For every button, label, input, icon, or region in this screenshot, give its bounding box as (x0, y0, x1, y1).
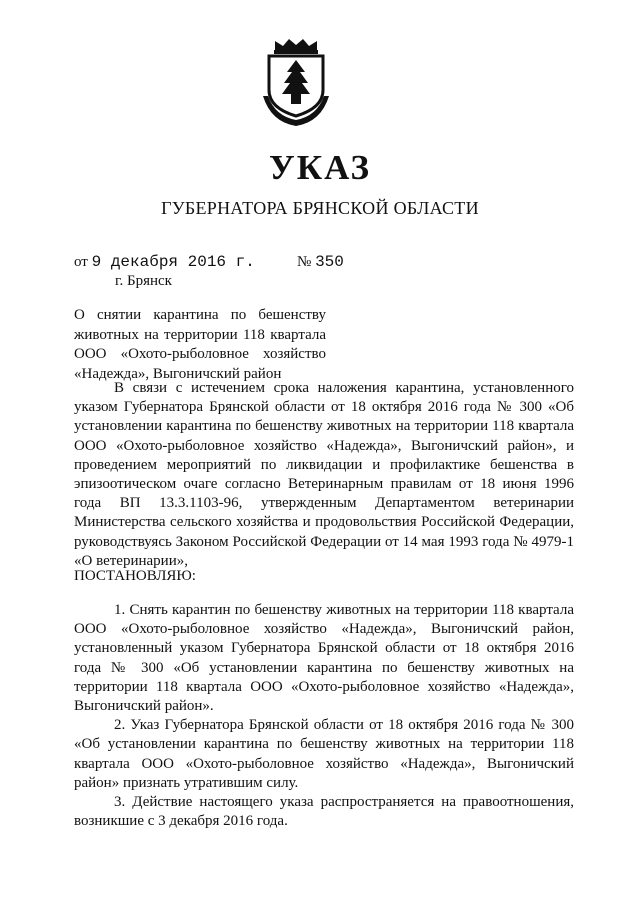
document-preamble (74, 379, 574, 571)
date-prefix: от (74, 254, 88, 270)
number-prefix: № (297, 254, 312, 270)
document-city: г. Брянск (115, 273, 172, 289)
document-number: 350 (315, 253, 344, 271)
document-issuer: ГУБЕРНАТОРА БРЯНСКОЙ ОБЛАСТИ (161, 198, 479, 218)
document-date: 9 декабря 2016 г. (91, 253, 255, 271)
decree-items (74, 601, 574, 831)
decree-word: ПОСТАНОВЛЯЮ: (74, 568, 196, 584)
document-number-line (297, 253, 344, 271)
decree-item: 3. Действие настоящего указа распространяется на правоотношения, возникшие с 3 декабря 2016 года. (74, 794, 574, 830)
coat-of-arms-icon (261, 38, 331, 128)
decree-item: 1. Снять карантин по бешенству животных на территории 118 квартала ООО «Охото-рыболовное хозяйство «Надежда», Выгоничский район, установленный указом Губернатора Брянской области от 18 октября 2016 года № 300 «Об установлении карантина по бешенству животных на территории 118 квартала ООО «Охото-рыболовное хозяйство «Надежда», Выгоничский район». (74, 602, 574, 715)
decree-item: 2. Указ Губернатора Брянской области от 18 октября 2016 года № 300 «Об установлении карантина по бешенству животных на территории 118 квартала ООО «Охото-рыболовное хозяйство «Надежда», Выгоничский район» признать утратившим силу. (74, 717, 574, 791)
document-date-line (74, 253, 255, 271)
document-title: УКАЗ (269, 148, 371, 187)
preamble-paragraph: В связи с истечением срока наложения карантина, установленного указом Губернатора Брянской области от 18 октября 2016 года № 300 «Об установлении карантина по бешенству животных на территории 118 квартала ООО «Охото-рыболовное хозяйство «Надежда», Выгоничский район», и проведением мероприятий по ликвидации и профилактике бешенства в эпизоотическом очаге согласно Ветеринарным правилам от 18 июня 1996 года ВП 13.3.1103-96, утвержденным Департаментом ветеринарии Министерства сельского хозяйства и продовольствия Российской Федерации, руководствуясь Законом Российской Федерации от 14 мая 1993 года № 4979-1 «О ветеринарии», (74, 380, 574, 569)
document-subject: О снятии карантина по бешенству животных на территории 118 квартала ООО «Охото-рыболовное хозяйство «Надежда», Выгоничский район (74, 307, 326, 382)
